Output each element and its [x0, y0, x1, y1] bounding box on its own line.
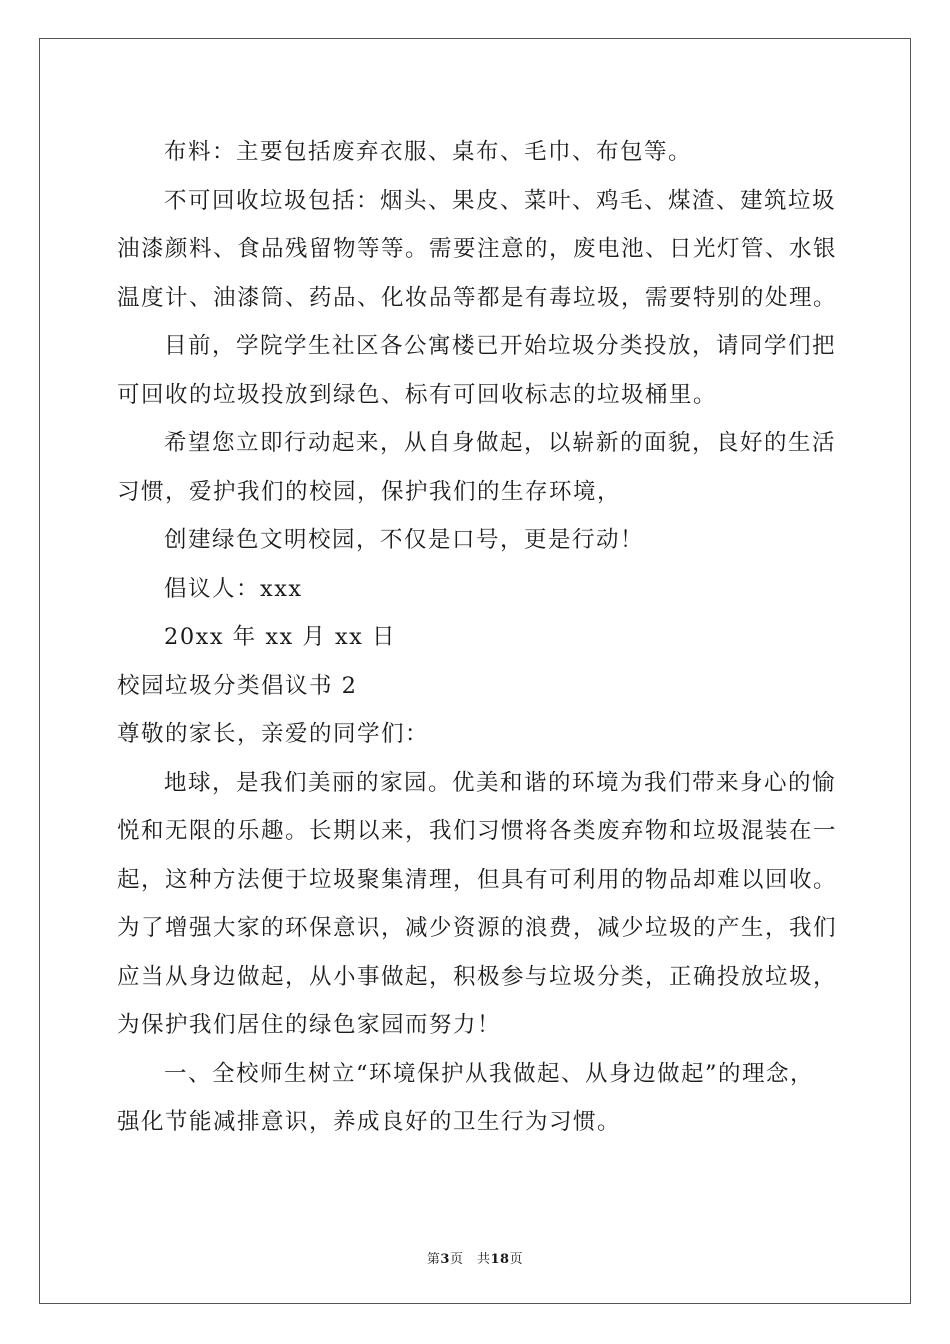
text-line: 布料：主要包括废弃衣服、桌布、毛巾、布包等。 — [164, 139, 693, 165]
document-body — [117, 128, 838, 1147]
text-line: 可回收的垃圾投放到绿色、标有可回收标志的垃圾桶里。 — [117, 381, 718, 408]
text-line: 倡议人：xxx — [164, 575, 303, 602]
text-line: 尊敬的家长，亲爱的同学们： — [117, 721, 430, 747]
text-line: 希望您立即行动起来，从自身做起，以崭新的面貌，良好的生活 — [164, 430, 837, 456]
text-line: 校园垃圾分类倡议书 2 — [117, 672, 358, 699]
footer-suffix: 页 — [509, 1252, 524, 1267]
text-line: 应当从身边做起，从小事做起，积极参与垃圾分类，正确投放垃圾， — [117, 963, 838, 990]
text-line: 为保护我们居住的绿色家园而努力！ — [117, 1012, 502, 1038]
text-line: 不可回收垃圾包括：烟头、果皮、菜叶、鸡毛、煤渣、建筑垃圾 — [164, 187, 837, 214]
total-page-count: 18 — [490, 1252, 510, 1267]
page-footer — [0, 1248, 950, 1267]
text-line: 20xx 年 xx 月 xx 日 — [164, 624, 397, 650]
text-line: 创建绿色文明校园，不仅是口号，更是行动！ — [164, 527, 645, 553]
text-line: 习惯，爱护我们的校园，保护我们的生存环境， — [117, 478, 622, 505]
text-line: 一、全校师生树立“环境保护从我做起、从身边做起”的理念， — [164, 1060, 815, 1087]
text-line: 油漆颜料、食品残留物等等。需要注意的，废电池、日光灯管、水银 — [117, 236, 838, 262]
text-line: 目前，学院学生社区各公寓楼已开始垃圾分类投放，请同学们把 — [164, 333, 837, 359]
text-line: 温度计、油漆筒、药品、化妆品等都是有毒垃圾，需要特别的处理。 — [117, 284, 838, 311]
text-line: 悦和无限的乐趣。长期以来，我们习惯将各类废弃物和垃圾混装在一 — [117, 818, 838, 844]
footer-middle: 页 共 — [449, 1252, 491, 1267]
text-line: 强化节能减排意识，养成良好的卫生行为习惯。 — [117, 1109, 622, 1135]
footer-prefix: 第 — [426, 1252, 441, 1267]
current-page-number: 3 — [440, 1252, 450, 1267]
text-line: 地球，是我们美丽的家园。优美和谐的环境为我们带来身心的愉 — [164, 769, 837, 796]
text-line: 为了增强大家的环保意识，减少资源的浪费，减少垃圾的产生，我们 — [117, 915, 838, 941]
text-line: 起，这种方法便于垃圾聚集清理，但具有可利用的物品却难以回收。 — [117, 866, 838, 893]
